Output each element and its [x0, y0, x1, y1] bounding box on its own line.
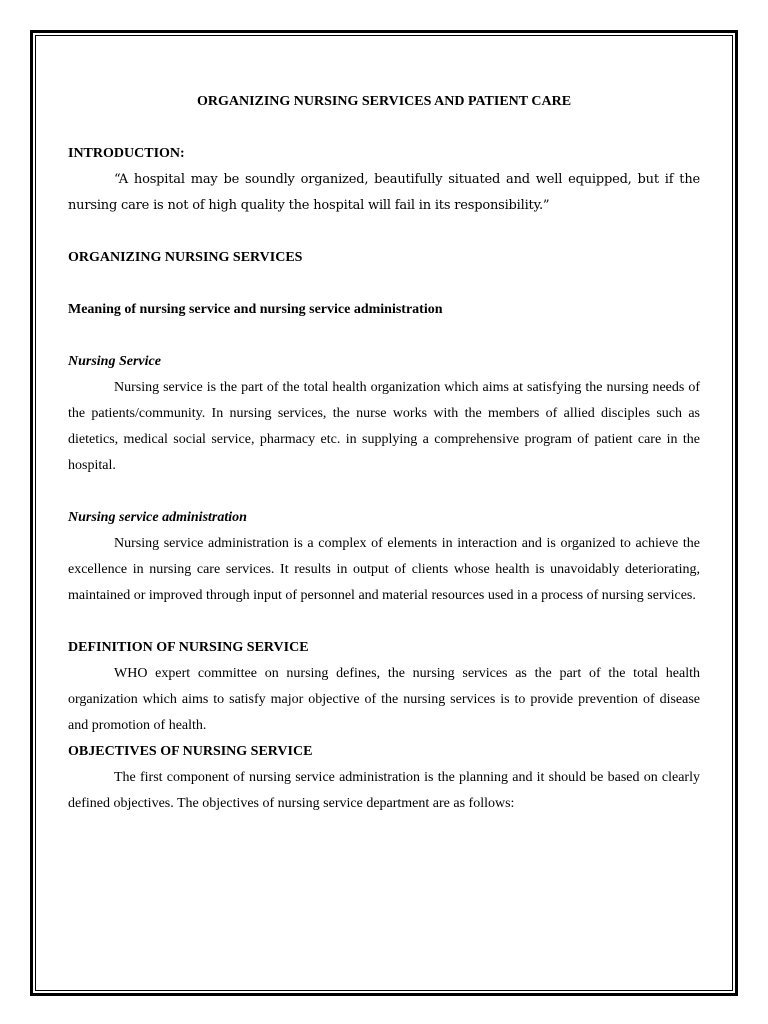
section-subheading-meaning: Meaning of nursing service and nursing service administration: [68, 302, 443, 317]
definition-heading: DEFINITION OF NURSING SERVICE: [68, 640, 309, 655]
objectives-heading: OBJECTIVES OF NURSING SERVICE: [68, 744, 313, 759]
nsa-paragraph: Nursing service administration is a complex of elements in interaction and is organized to achieve the excellence in nursing care services. It results in output of clients whose health is unavoidably deteriorating, maintained or improved through input of personnel and material resources used in a process of nursing services.: [68, 536, 700, 603]
document-title: ORGANIZING NURSING SERVICES AND PATIENT CARE: [196, 94, 572, 109]
definition-paragraph: WHO expert committee on nursing defines, the nursing services as the part of the total health organization which aims to satisfy major objective of the nursing services is to provide prevention of disease and promotion of health.: [68, 666, 700, 733]
introduction-heading: INTRODUCTION:: [68, 146, 185, 161]
section-heading-organizing: ORGANIZING NURSING SERVICES: [68, 250, 303, 265]
objectives-paragraph: The first component of nursing service administration is the planning and it should be based on clearly defined objectives. The objectives of nursing service department are as follows:: [68, 770, 700, 811]
document-body: [68, 89, 700, 817]
nursing-service-paragraph: Nursing service is the part of the total health organization which aims at satisfying the nursing needs of the patients/community. In nursing services, the nurse works with the members of allied disciples such as dietetics, medical social service, pharmacy etc. in supplying a comprehensive program of patient care in the hospital.: [68, 380, 700, 473]
nursing-service-heading: Nursing Service: [68, 354, 161, 369]
introduction-quote: “A hospital may be soundly organized, beautifully situated and well equipped, but if the nursing care is not of high quality the hospital will fail in its responsibility.”: [68, 172, 700, 213]
nsa-heading: Nursing service administration: [68, 510, 247, 525]
